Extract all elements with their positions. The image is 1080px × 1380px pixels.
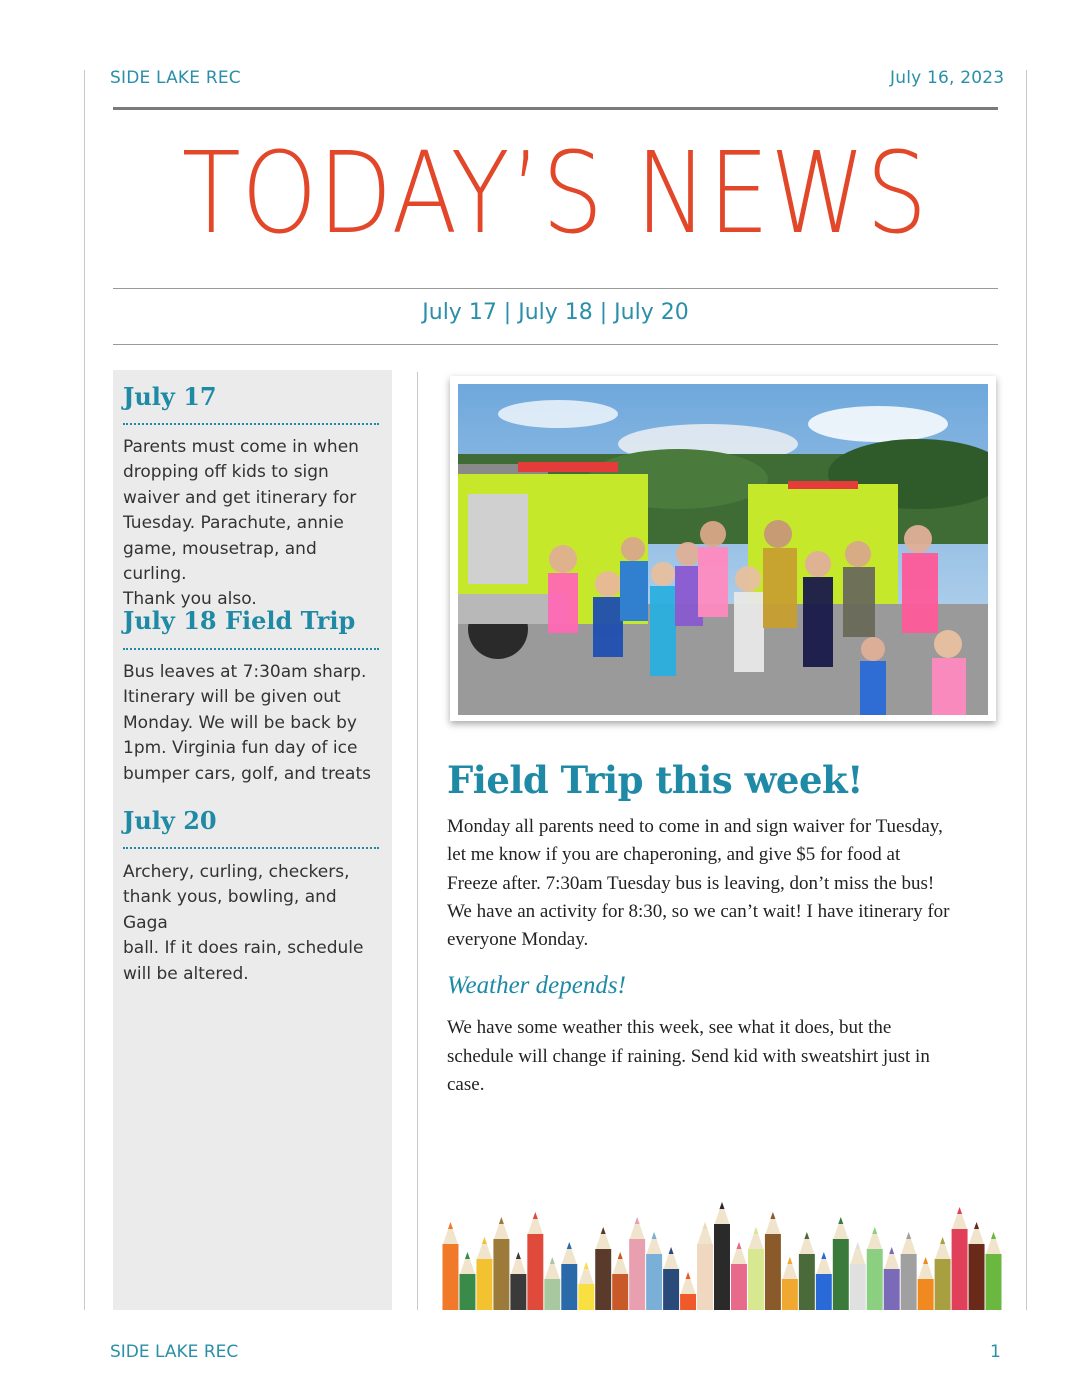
page-edge-right	[1026, 70, 1027, 1310]
pencil-lead	[703, 1222, 708, 1229]
text-line: Bus leaves at 7:30am sharp.	[123, 662, 367, 682]
text-line: Archery, curling, checkers,	[123, 862, 350, 882]
pencil-lead	[855, 1242, 860, 1249]
pencil-lead	[991, 1232, 996, 1239]
column-divider	[417, 372, 418, 1310]
pencil-body	[850, 1264, 866, 1310]
pencil-lead	[567, 1242, 572, 1249]
pencil-body	[629, 1239, 645, 1310]
pencil-body	[459, 1274, 475, 1310]
pencil-lead	[550, 1257, 555, 1264]
pencil-lead	[906, 1232, 911, 1239]
text-line: will be altered.	[123, 963, 249, 984]
sidebar-divider	[123, 847, 379, 849]
pencil-body	[527, 1234, 543, 1310]
text-line: We have some weather this week, see what it does, but the	[447, 1017, 892, 1038]
pencil-lead	[940, 1237, 945, 1244]
pencil-lead	[635, 1217, 640, 1224]
pencil-body	[901, 1254, 917, 1310]
text-line: waiver and get itinerary for	[123, 487, 357, 508]
pencil-body	[697, 1244, 713, 1310]
pencil-lead	[516, 1252, 521, 1259]
sidebar-text-july-18	[123, 660, 385, 787]
pencil-lead	[872, 1227, 877, 1234]
sidebar-divider	[123, 648, 379, 650]
pencil-lead	[787, 1257, 792, 1264]
text-line: thank yous, bowling, and Gaga	[123, 887, 337, 933]
text-line: Freeze after. 7:30am Tuesday bus is leaving, don’t miss the bus!	[447, 872, 935, 894]
page-edge-left	[84, 70, 85, 1310]
pencil-lead	[448, 1222, 453, 1229]
pencil-body	[765, 1234, 781, 1310]
pencil-body	[986, 1254, 1002, 1310]
pencil-lead	[957, 1207, 962, 1214]
pencil-body	[782, 1279, 798, 1310]
article-headline: Field Trip this week!	[447, 758, 863, 802]
article-subheading: Weather depends!	[447, 972, 626, 999]
pencil-body	[493, 1239, 509, 1310]
pencil-lead	[482, 1237, 487, 1244]
pencil-lead	[770, 1212, 775, 1219]
text-line: dropping off kids to sign	[123, 462, 329, 483]
pencil-body	[561, 1264, 577, 1310]
text-line: Parents must come in when	[123, 437, 359, 457]
sidebar-heading-july-18: July 18 Field Trip	[123, 606, 356, 635]
pencil-body	[612, 1274, 628, 1310]
pencil-lead	[669, 1247, 674, 1254]
text-line: bumper cars, golf, and treats	[123, 763, 371, 784]
pencil-lead	[923, 1257, 928, 1264]
pencil-body	[918, 1279, 934, 1310]
page-title: TODAY’S NEWS	[181, 129, 929, 259]
sidebar	[113, 370, 392, 1310]
text-line: Itinerary will be given out	[123, 687, 341, 708]
sidebar-text-july-17	[123, 435, 385, 613]
pencil-lead	[533, 1212, 538, 1219]
colored-pencils-graphic	[442, 1176, 1002, 1310]
footer-org: SIDE LAKE REC	[110, 1342, 239, 1362]
sidebar-text-july-20	[123, 860, 385, 987]
pencil-lead	[720, 1202, 725, 1209]
pencil-body	[731, 1264, 747, 1310]
sidebar-heading-july-17: July 17	[123, 382, 217, 411]
pencil-lead	[499, 1217, 504, 1224]
pencil-body	[748, 1249, 764, 1310]
pencil-body	[884, 1269, 900, 1310]
pencil-lead	[821, 1252, 826, 1259]
pencil-lead	[618, 1252, 623, 1259]
text-line: Thank you also.	[123, 589, 257, 610]
pencil-lead	[838, 1217, 843, 1224]
text-line: everyone Monday.	[447, 929, 589, 951]
pencil-body	[867, 1249, 883, 1310]
text-line: We have an activity for 8:30, so we can’t wait! I have itinerary for	[447, 900, 950, 922]
text-line: game, mousetrap, and curling.	[123, 538, 317, 585]
pencil-lead	[601, 1227, 606, 1234]
pencil-body	[714, 1224, 730, 1310]
text-line: Monday. We will be back by	[123, 712, 357, 733]
pencil-lead	[889, 1247, 894, 1254]
pencil-lead	[753, 1227, 758, 1234]
pencil-body	[663, 1269, 679, 1310]
pencil-body	[680, 1294, 696, 1310]
pencil-body	[952, 1229, 968, 1310]
pencil-lead	[652, 1232, 657, 1239]
pencil-body	[969, 1244, 985, 1310]
text-line: Tuesday. Parachute, annie	[123, 513, 344, 534]
pencil-body	[816, 1274, 832, 1310]
pencil-body	[646, 1254, 662, 1310]
title-rule-bottom	[113, 344, 998, 345]
pencil-lead	[736, 1242, 741, 1249]
text-line: let me know if you are chaperoning, and give $5 for food at	[447, 844, 901, 866]
page-number: 1	[990, 1342, 1001, 1362]
title-rule-top	[113, 288, 998, 289]
text-line: ball. If it does rain, schedule	[123, 938, 364, 959]
pencil-lead	[804, 1232, 809, 1239]
pencil-body	[544, 1279, 560, 1310]
photo-frame	[450, 376, 996, 721]
article-body-2	[447, 1014, 1007, 1100]
header-date: July 16, 2023	[890, 68, 1005, 88]
group-photo	[458, 384, 988, 715]
dates-line: July 17 | July 18 | July 20	[422, 300, 689, 325]
text-line: schedule will change if raining. Send kid with sweatshirt just in	[447, 1045, 930, 1067]
pencil-lead	[465, 1252, 470, 1259]
pencil-body	[595, 1249, 611, 1310]
pencil-lead	[974, 1222, 979, 1229]
pencil-body	[578, 1284, 594, 1310]
sidebar-divider	[123, 423, 379, 425]
pencil-body	[935, 1259, 951, 1310]
header-org: SIDE LAKE REC	[110, 68, 241, 88]
pencil-body	[476, 1259, 492, 1310]
pencil-body	[799, 1254, 815, 1310]
article-body	[447, 813, 1007, 954]
pencil-lead	[686, 1272, 691, 1279]
text-line: 1pm. Virginia fun day of ice	[123, 738, 358, 759]
pencil-body	[443, 1244, 459, 1310]
sidebar-heading-july-20: July 20	[123, 806, 217, 835]
photo-illustration	[458, 384, 988, 715]
text-line: case.	[447, 1074, 485, 1095]
pencil-body	[510, 1274, 526, 1310]
text-line: Monday all parents need to come in and sign waiver for Tuesday,	[447, 816, 943, 837]
pencil-body	[833, 1239, 849, 1310]
pencil-lead	[584, 1262, 589, 1269]
header-rule	[113, 107, 998, 110]
